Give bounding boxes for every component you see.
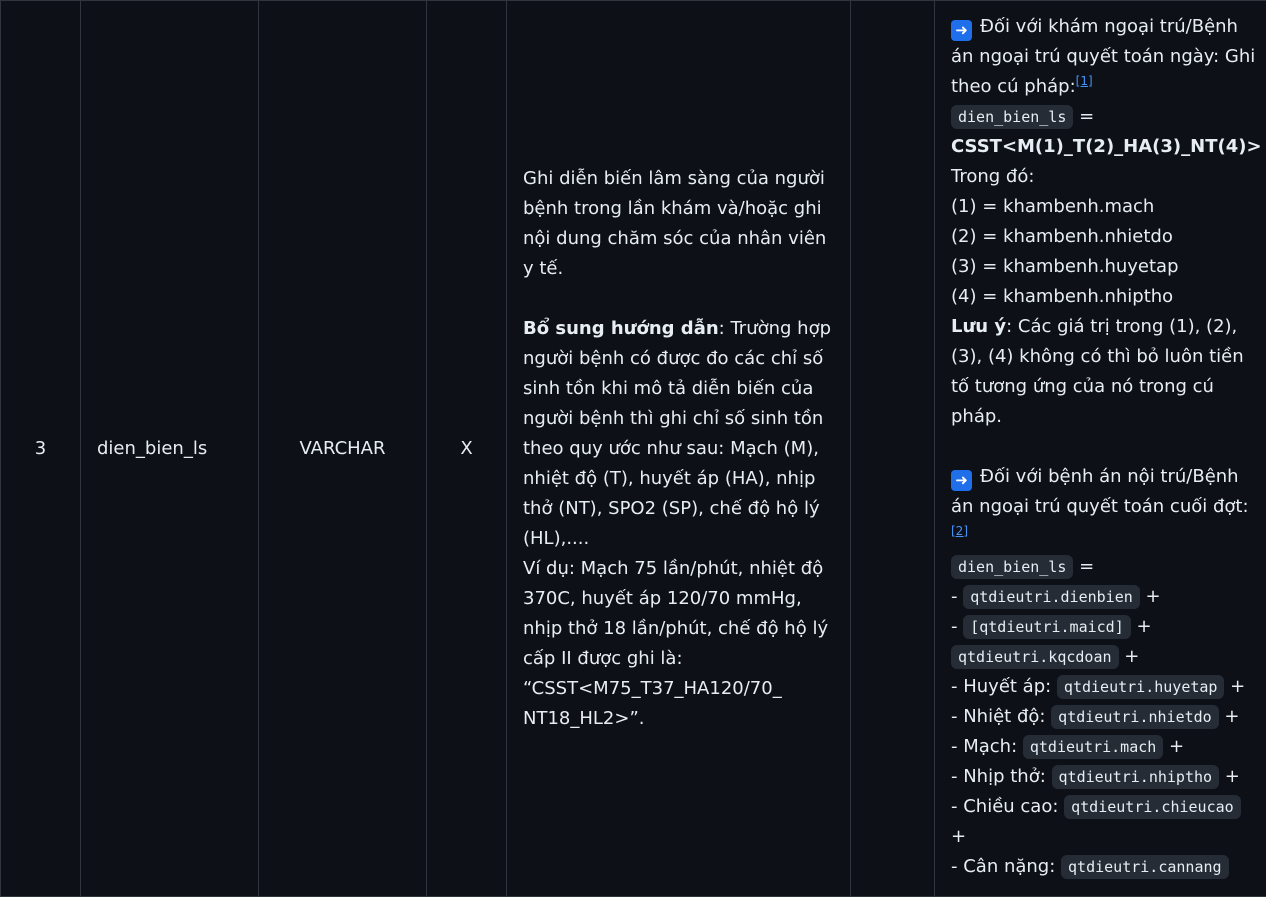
part-code: qtdieutri.chieucao (1064, 795, 1241, 819)
part-prefix: - Nhiệt độ: (951, 706, 1051, 727)
note-label: Lưu ý (951, 316, 1006, 337)
syntax-part-line (951, 852, 1256, 882)
part-code: [qtdieutri.maicd] (963, 615, 1131, 639)
example-text: Ví dụ: Mạch 75 lần/phút, nhiệt độ 370C, huyết áp 120/70 mmHg, nhịp thở 18 lần/phút, chế độ hộ lý cấp II được ghi là: “CSST<M75_T37_HA120/70_ NT18_HL2>”. (523, 554, 836, 734)
part-prefix: - (951, 616, 963, 637)
table-row (1, 1, 1266, 897)
syntax-part-line (951, 642, 1256, 672)
part-prefix: - Huyết áp: (951, 676, 1057, 697)
syntax-part-line (951, 732, 1256, 762)
supplement-paragraph (523, 314, 836, 554)
length-cell (851, 1, 935, 897)
definition-item: (1) = khambenh.mach (951, 192, 1256, 222)
code-dien-bien-ls: dien_bien_ls (951, 105, 1073, 129)
syntax-part-line (951, 612, 1256, 642)
part-prefix: - Nhịp thở: (951, 766, 1052, 787)
definition-item: (4) = khambenh.nhiptho (951, 282, 1256, 312)
part-code: qtdieutri.nhiptho (1052, 765, 1220, 789)
part-suffix: + (1163, 736, 1184, 757)
part-code: qtdieutri.nhietdo (1051, 705, 1219, 729)
part-suffix: + (1119, 646, 1140, 667)
equals-sign: = (1079, 106, 1094, 127)
where-label: Trong đó: (951, 162, 1256, 192)
code-dien-bien-ls: dien_bien_ls (951, 555, 1073, 579)
part-suffix: + (1131, 616, 1152, 637)
equals-sign: = (1079, 556, 1094, 577)
footnote-link-2[interactable]: [2] (951, 524, 968, 538)
outpatient-heading (951, 12, 1256, 102)
outpatient-heading-text: Đối với khám ngoại trú/Bệnh án ngoại trú quyết toán ngày: Ghi theo cú pháp: (951, 16, 1255, 97)
arrow-right-icon: ➜ (951, 470, 972, 491)
part-suffix: + (1219, 706, 1240, 727)
description-cell (507, 1, 851, 897)
syntax-part-line (951, 702, 1256, 732)
part-suffix: + (1140, 586, 1161, 607)
note-paragraph (951, 312, 1256, 432)
footnote-link-1[interactable]: [1] (1076, 74, 1093, 88)
definitions-list (951, 192, 1256, 312)
notes-cell (935, 1, 1266, 897)
supplement-text: : Trường hợp người bệnh có được đo các chỉ số sinh tồn khi mô tả diễn biến của người bệnh thì ghi chỉ số sinh tồn theo quy ước như sau: Mạch (M), nhiệt độ (T), huyết áp (HA), nhịp thở (NT), SPO2 (SP), chế độ hộ lý (HL),.... (523, 318, 831, 549)
field-name-cell: dien_bien_ls (81, 1, 259, 897)
description-text: Ghi diễn biến lâm sàng của người bệnh trong lần khám và/hoặc ghi nội dung chăm sóc của nhân viên y tế. (523, 164, 836, 284)
part-code: qtdieutri.dienbien (963, 585, 1140, 609)
part-code: qtdieutri.huyetap (1057, 675, 1225, 699)
syntax-pattern: CSST<M(1)_T(2)_HA(3)_NT(4)> (951, 136, 1262, 157)
part-prefix: - Cân nặng: (951, 856, 1061, 877)
inpatient-heading (951, 462, 1256, 552)
syntax-part-line (951, 762, 1256, 792)
arrow-right-icon: ➜ (951, 20, 972, 41)
part-prefix: - (951, 586, 963, 607)
stt-cell: 3 (1, 1, 81, 897)
supplement-label: Bổ sung hướng dẫn (523, 318, 719, 339)
part-prefix: - Mạch: (951, 736, 1023, 757)
part-suffix: + (1219, 766, 1240, 787)
syntax-part-line (951, 582, 1256, 612)
syntax-line-2 (951, 552, 1256, 582)
part-code: qtdieutri.cannang (1061, 855, 1229, 879)
part-prefix: - Chiều cao: (951, 796, 1064, 817)
part-code: qtdieutri.kqcdoan (951, 645, 1119, 669)
part-suffix: + (951, 796, 1246, 847)
part-code: qtdieutri.mach (1023, 735, 1163, 759)
definition-item: (2) = khambenh.nhietdo (951, 222, 1256, 252)
required-cell: X (427, 1, 507, 897)
inpatient-heading-text: Đối với bệnh án nội trú/Bệnh án ngoại trú quyết toán cuối đợt: (951, 466, 1249, 517)
note-text: : Các giá trị trong (1), (2), (3), (4) không có thì bỏ luôn tiền tố tương ứng của nó trong cú pháp. (951, 316, 1244, 427)
definition-item: (3) = khambenh.huyetap (951, 252, 1256, 282)
syntax-part-line (951, 672, 1256, 702)
part-suffix: + (1224, 676, 1245, 697)
parts-list (951, 582, 1256, 882)
syntax-line (951, 102, 1256, 132)
data-type-cell: VARCHAR (259, 1, 427, 897)
syntax-part-line (951, 792, 1256, 852)
